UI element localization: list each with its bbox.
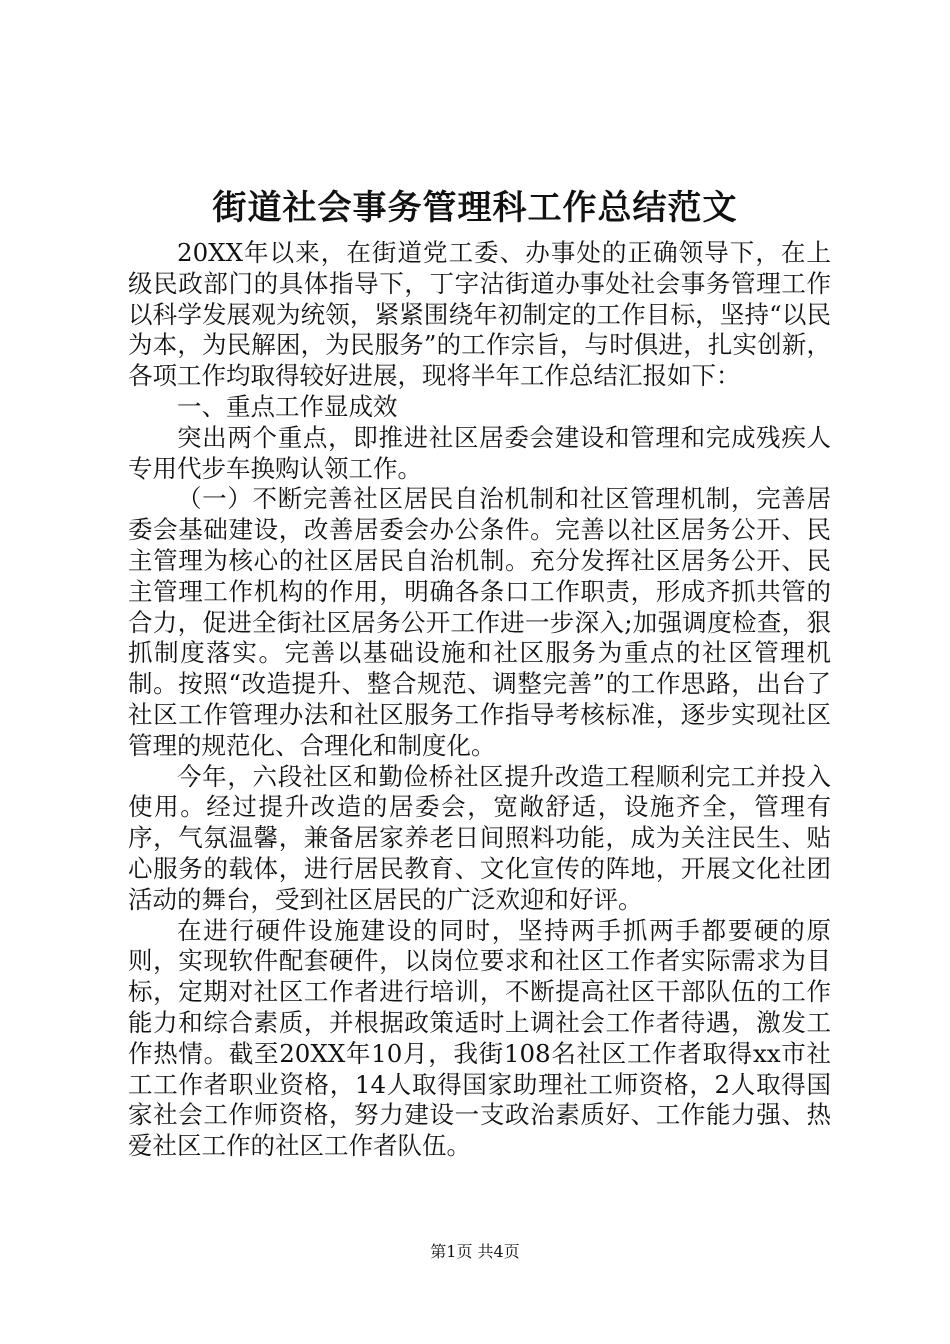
paragraph-focus: 突出两个重点，即推进社区居委会建设和管理和完成残疾人专用代步车换购认领工作。 <box>128 422 831 483</box>
document-title: 街道社会事务管理科工作总结范文 <box>212 188 738 228</box>
document-body <box>128 238 831 1162</box>
paragraph-intro: 20XX年以来，在街道党工委、办事处的正确领导下，在上级民政部门的具体指导下，丁字沽街道办事处社会事务管理工作以科学发展观为统领，紧紧围绕年初制定的工作目标，坚持“以民为本，为民解困，为民服务”的工作宗旨，与时俱进，扎实创新，各项工作均取得较好进展，现将半年工作总结汇报如下： <box>128 238 831 391</box>
section-heading: 一、重点工作显成效 <box>177 391 398 421</box>
page-number-footer: 第1页 共4页 <box>430 1242 520 1261</box>
paragraph-renovation: 今年，六段社区和勤俭桥社区提升改造工程顺利完工并投入使用。经过提升改造的居委会，宽敞舒适，设施齐全，管理有序，气氛温馨，兼备居家养老日间照料功能，成为关注民生、贴心服务的载体，进行居民教育、文化宣传的阵地，开展文化社团活动的舞台，受到社区居民的广泛欢迎和好评。 <box>128 761 831 914</box>
paragraph-training: 在进行硬件设施建设的同时，坚持两手抓两手都要硬的原则，实现软件配套硬件，以岗位要求和社区工作者实际需求为目标，定期对社区工作者进行培训，不断提高社区干部队伍的工作能力和综合素质，并根据政策适时上调社会工作者待遇，激发工作热情。截至20XX年10月，我街108名社区工作者取得xx市社工工作者职业资格，14人取得国家助理社工师资格，2人取得国家社会工作师资格，努力建设一支政治素质好、工作能力强、热爱社区工作的社区工作者队伍。 <box>128 915 831 1161</box>
paragraph-mechanism: （一）不断完善社区居民自治机制和社区管理机制，完善居委会基础建设，改善居委会办公条件。完善以社区居务公开、民主管理为核心的社区居民自治机制。充分发挥社区居务公开、民主管理工作机构的作用，明确各条口工作职责，形成齐抓共管的合力，促进全街社区居务公开工作进一步深入;加强调度检查，狠抓制度落实。完善以基础设施和社区服务为重点的社区管理机制。按照“改造提升、整合规范、调整完善”的工作思路，出台了社区工作管理办法和社区服务工作指导考核标准，逐步实现社区管理的规范化、合理化和制度化。 <box>128 484 831 760</box>
